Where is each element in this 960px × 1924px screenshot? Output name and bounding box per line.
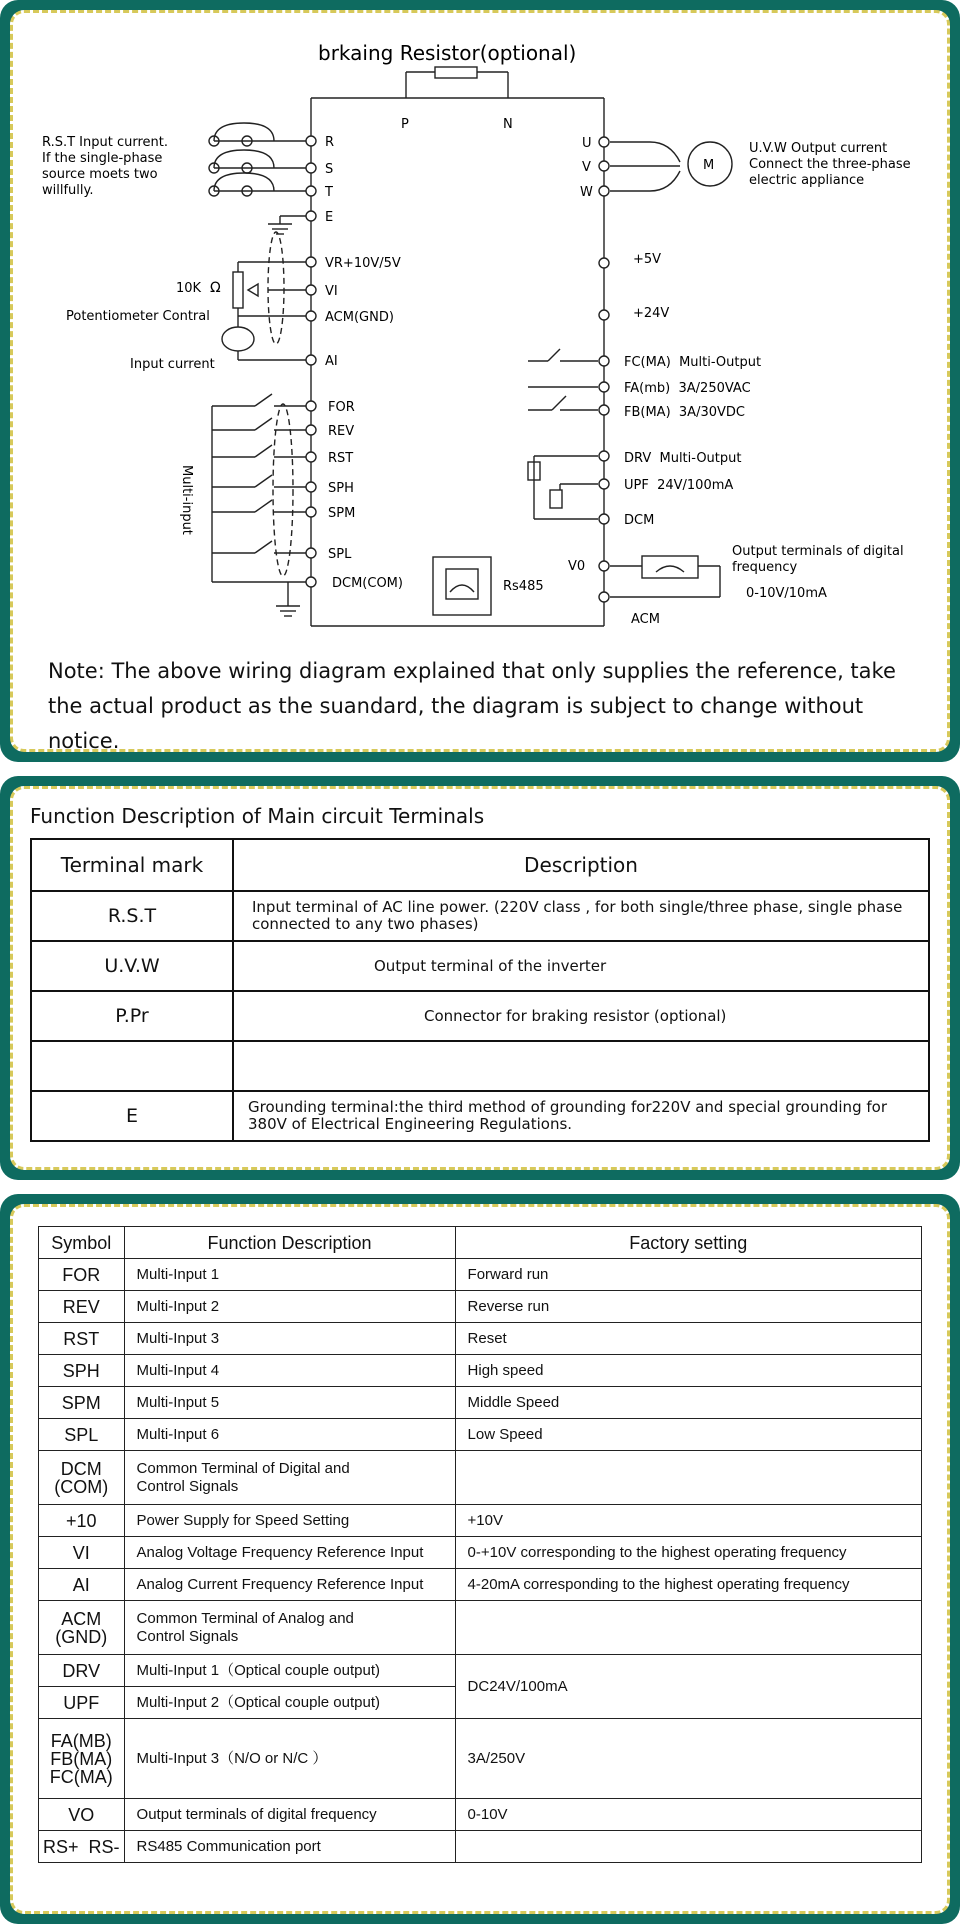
symbol-cell: RST [39,1323,125,1355]
function-cell: Common Terminal of Analog and Control Signals [124,1601,455,1655]
function-cell: Multi-Input 3（N/O or N/C ） [124,1719,455,1799]
terminal-e: E [325,210,334,225]
description-cell: Connector for braking resistor (optional) [233,991,929,1041]
label-24v: +24V [633,306,670,321]
uvw-note-line2: Connect the three-phase [749,157,911,172]
setting-cell [455,1451,921,1505]
header-terminal-mark: Terminal mark [31,839,233,891]
table-row [31,941,929,991]
resistor-title: brkaing Resistor(optional) [318,41,577,65]
header-setting: Factory setting [455,1227,921,1259]
setting-cell [455,1831,921,1863]
rst-note-line4: willfully. [42,183,94,198]
control-terminal-table [38,1226,922,1863]
terminal-for: FOR [328,400,355,415]
terminal-w: W [580,185,593,200]
digital-out-line1: Output terminals of digital [732,544,904,559]
ohm-symbol: Ω [210,280,221,296]
symbol-cell: SPH [39,1355,125,1387]
table-row [31,891,929,941]
table-row [39,1419,922,1451]
table-row [39,1537,922,1569]
table-row [31,991,929,1041]
symbol-cell: ACM (GND) [39,1601,125,1655]
table-header-row [31,839,929,891]
label-fa: FA(mb) 3A/250VAC [624,381,751,396]
description-cell: Grounding terminal:the third method of grounding for220V and special grounding for 380V of Electrical Engineering Regulations. [233,1091,929,1141]
symbol-cell: VI [39,1537,125,1569]
label-dcm: DCM [624,513,655,528]
setting-cell: Reverse run [455,1291,921,1323]
label-5v: +5V [633,252,662,267]
terminal-mark-cell: U.V.W [31,941,233,991]
terminal-t: T [325,185,333,200]
symbol-cell: REV [39,1291,125,1323]
header-function: Function Description [124,1227,455,1259]
symbol-cell: RS+ RS- [39,1831,125,1863]
terminal-spm: SPM [328,506,356,521]
description-cell [233,1041,929,1091]
label-fc: FC(MA) Multi-Output [624,355,762,370]
symbol-cell: UPF [39,1687,125,1719]
terminal-dcm-com: DCM(COM) [332,576,403,591]
terminal-mark-cell: R.S.T [31,891,233,941]
table-row [39,1505,922,1537]
function-cell: Analog Current Frequency Reference Input [124,1569,455,1601]
table-row [39,1799,922,1831]
setting-cell: DC24V/100mA [455,1655,921,1719]
setting-cell: +10V [455,1505,921,1537]
terminal-s: S [325,162,334,177]
terminal-mark-cell [31,1041,233,1091]
symbol-cell: DCM (COM) [39,1451,125,1505]
table-row [39,1259,922,1291]
symbol-cell: FA(MB) FB(MA) FC(MA) [39,1719,125,1799]
setting-cell: 3A/250V [455,1719,921,1799]
function-cell: Multi-Input 2（Optical couple output) [124,1687,455,1719]
terminal-v: V [582,160,591,175]
table-row [39,1451,922,1505]
wiring-diagram [0,0,960,762]
terminal-r: R [325,135,335,150]
header-description: Description [233,839,929,891]
rst-note-line1: R.S.T Input current. [42,135,168,150]
bus-label-n: N [503,117,513,132]
terminal-vi: VI [325,284,338,299]
rst-note-line2: If the single-phase [42,151,163,166]
uvw-note-line1: U.V.W Output current [749,141,888,156]
multi-input-label: Multi-input [179,465,194,535]
function-cell: Multi-Input 2 [124,1291,455,1323]
terminal-acm-right: ACM [631,612,660,627]
function-cell: Multi-Input 6 [124,1419,455,1451]
description-cell: Output terminal of the inverter [233,941,929,991]
terminal-v0: V0 [568,559,586,574]
setting-cell: Middle Speed [455,1387,921,1419]
table-row [39,1569,922,1601]
table-row [39,1831,922,1863]
terminal-ai: AI [325,354,338,369]
terminal-rst: RST [328,451,354,466]
description-cell: Input terminal of AC line power. (220V class , for both single/three phase, single phase connected to any two phases) [233,891,929,941]
symbol-cell: +10 [39,1505,125,1537]
function-cell: Power Supply for Speed Setting [124,1505,455,1537]
function-cell: RS485 Communication port [124,1831,455,1863]
terminal-spl: SPL [328,547,352,562]
table-row [39,1323,922,1355]
function-cell: Analog Voltage Frequency Reference Input [124,1537,455,1569]
label-upf: UPF 24V/100mA [624,478,734,493]
setting-cell: Forward run [455,1259,921,1291]
symbol-cell: SPM [39,1387,125,1419]
symbol-cell: VO [39,1799,125,1831]
table-row [39,1601,922,1655]
symbol-cell: SPL [39,1419,125,1451]
bus-label-p: P [401,117,409,132]
terminal-acm: ACM(GND) [325,310,394,325]
setting-cell: High speed [455,1355,921,1387]
setting-cell: 0-+10V corresponding to the highest operating frequency [455,1537,921,1569]
setting-cell: 0-10V [455,1799,921,1831]
terminal-mark-cell: E [31,1091,233,1141]
terminal-sph: SPH [328,481,354,496]
label-drv: DRV Multi-Output [624,451,742,466]
rs485-label: Rs485 [503,579,544,594]
table-row [31,1041,929,1091]
table-row [31,1091,929,1141]
setting-cell: 4-20mA corresponding to the highest operating frequency [455,1569,921,1601]
terminal-mark-cell: P.Pr [31,991,233,1041]
table-row [39,1719,922,1799]
setting-cell: Low Speed [455,1419,921,1451]
terminal-vr: VR+10V/5V [325,256,401,271]
function-cell: Multi-Input 4 [124,1355,455,1387]
symbol-cell: DRV [39,1655,125,1687]
function-cell: Multi-Input 1（Optical couple output) [124,1655,455,1687]
function-cell: Output terminals of digital frequency [124,1799,455,1831]
terminal-rev: REV [328,424,355,439]
rst-note-line3: source moets two [42,167,158,182]
table-row [39,1387,922,1419]
resistor-value: 10K [176,281,202,296]
motor-label: M [703,158,715,173]
function-cell: Multi-Input 1 [124,1259,455,1291]
table-row [39,1355,922,1387]
digital-out-line3: 0-10V/10mA [746,586,827,601]
symbol-cell: FOR [39,1259,125,1291]
label-fb: FB(MA) 3A/30VDC [624,405,745,420]
wiring-note: Note: The above wiring diagram explained that only supplies the reference, take the actual product as the suandard, the diagram is subject to change without notice. [48,659,896,753]
function-cell: Multi-Input 5 [124,1387,455,1419]
function-cell: Multi-Input 3 [124,1323,455,1355]
function-cell: Common Terminal of Digital and Control Signals [124,1451,455,1505]
potentiometer-label: Potentiometer Contral [66,309,210,324]
input-current-label: Input current [130,357,215,372]
setting-cell: Reset [455,1323,921,1355]
table-row [39,1291,922,1323]
setting-cell [455,1601,921,1655]
table-row [39,1655,922,1687]
terminal-u: U [582,136,592,151]
table-header-row [39,1227,922,1259]
main-table-title: Function Description of Main circuit Terminals [30,804,485,828]
uvw-note-line3: electric appliance [749,173,865,188]
symbol-cell: AI [39,1569,125,1601]
header-symbol: Symbol [39,1227,125,1259]
digital-out-line2: frequency [732,560,798,575]
main-circuit-table [30,838,930,1142]
